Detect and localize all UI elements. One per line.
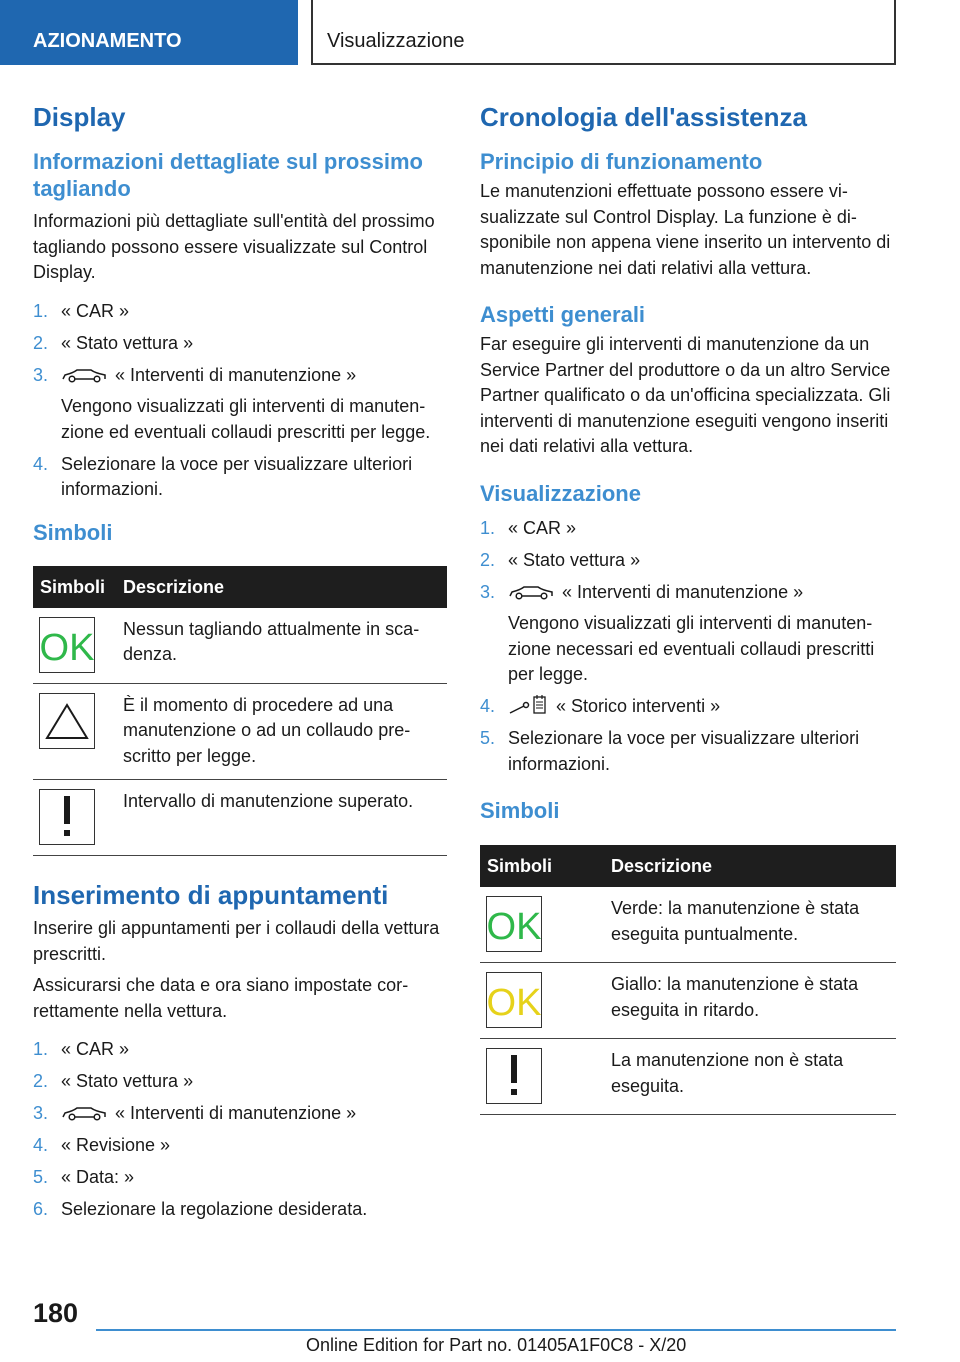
- appointments-text-1: Inserire gli appuntamenti per i collaudi della vettura prescritti.: [33, 918, 440, 964]
- edition-note: Online Edition for Part no. 01405A1F0C8 - X/20: [306, 1335, 687, 1355]
- table-row: La manutenzione non è stata eseguita.: [480, 1039, 896, 1115]
- svg-text:OK: OK: [487, 906, 541, 944]
- list-item: 5. « Data: »: [33, 1167, 135, 1187]
- table-row: Intervallo di manutenzione superato.: [33, 780, 447, 856]
- list-item: 4. Selezionare la voce per visualizzare ulteriori informazioni.: [33, 453, 413, 499]
- general-heading: Aspetti generali: [480, 302, 646, 327]
- info-steps: [33, 299, 447, 503]
- appointment-steps: [33, 1037, 447, 1223]
- car-icon: [61, 1105, 107, 1121]
- chapter-title: Visualizzazione: [311, 0, 896, 65]
- table-header-symbols: Simboli: [480, 845, 604, 887]
- warning-triangle-icon: [39, 693, 95, 749]
- ok-green-icon: [486, 896, 542, 952]
- list-item: 3. « Interventi di manutenzione » Vengono visualizzati gli interventi di manutenzione ed eventuali collaudi prescritti per legge.: [33, 364, 431, 442]
- exclamation-icon: [486, 1048, 542, 1104]
- symbols-table-right: [480, 845, 896, 1115]
- list-item: 2. « Stato vettura »: [480, 549, 641, 570]
- footer-divider: [96, 1329, 896, 1331]
- car-icon: [508, 584, 554, 600]
- principle-heading: Principio di funzionamento: [480, 149, 763, 174]
- svg-text:OK: OK: [487, 982, 541, 1020]
- service-history-icon: [508, 694, 548, 716]
- info-text: Informazioni più dettagliate sull'entità del prossimo tagliando possono essere visualizzate sul Control Display.: [33, 211, 435, 282]
- symbols-table: [33, 566, 447, 857]
- exclamation-icon: [39, 789, 95, 845]
- car-icon: [61, 367, 107, 383]
- list-item: 6. Selezionare la regolazione desiderata.: [33, 1199, 368, 1219]
- list-item: 1. « CAR »: [480, 517, 577, 538]
- svg-text:OK: OK: [40, 626, 94, 665]
- symbols-heading-right: Simboli: [480, 798, 560, 823]
- list-item: 3. « Interventi di manutenzione » Vengono visualizzati gli interventi di manutenzione necessari ed eventuali collaudi prescritti per legge.: [480, 581, 875, 684]
- list-item: 2. « Stato vettura »: [33, 1071, 194, 1091]
- section-tab: AZIONAMENTO: [0, 0, 298, 65]
- table-row: OK Verde: la manutenzione è stata eseguita puntualmente.: [480, 887, 896, 963]
- table-header-symbols: Simboli: [33, 566, 116, 608]
- table-row: OK Giallo: la manutenzione è stata eseguita in ritardo.: [480, 963, 896, 1039]
- display-title: Display: [33, 102, 126, 132]
- ok-yellow-icon: [486, 972, 542, 1028]
- list-item: 5. Selezionare la voce per visualizzare ulteriori informazioni.: [480, 728, 860, 774]
- principle-text: Le manutenzioni effettuate possono essere visualizzate sul Control Display. La funzione è disponibile non appena viene inserito un intervento di manutenzione nei dati relativi alla vettura.: [480, 181, 891, 278]
- view-steps: [480, 516, 896, 778]
- table-row: È il momento di procedere ad una manutenzione o ad un collaudo prescritto per legge.: [33, 683, 447, 780]
- appointments-title: Inserimento di appuntamenti: [33, 880, 389, 910]
- history-title: Cronologia dell'assistenza: [480, 102, 807, 132]
- table-header-description: Descrizione: [116, 566, 447, 608]
- left-column: [33, 100, 447, 1229]
- symbols-heading: Simboli: [33, 519, 113, 545]
- ok-green-icon: [39, 617, 95, 673]
- page-number: 180: [33, 1298, 79, 1328]
- table-header-description: Descrizione: [604, 845, 896, 887]
- list-item: 1. « CAR »: [33, 1039, 130, 1059]
- page-header: [0, 0, 960, 66]
- list-item: 4. « Storico interventi »: [480, 696, 721, 716]
- list-item: 1. « CAR »: [33, 300, 130, 321]
- list-item: 3. « Interventi di manutenzione »: [33, 1103, 357, 1123]
- table-row: OK Nessun tagliando attualmente in scadenza.: [33, 608, 447, 684]
- right-column: [480, 100, 896, 1115]
- view-heading: Visualizzazione: [480, 480, 641, 506]
- general-text: Far eseguire gli interventi di manutenzione da un Service Partner del produttore o da un altro Service Partner qualificato o da un'officina specializzata. Gli interventi di manutenzione eseguiti vengono inseriti nei dati relativi alla vettura.: [480, 334, 891, 456]
- info-heading: Informazioni dettagliate sul prossimo tagliando: [33, 149, 423, 201]
- appointments-text-2: Assicurarsi che data e ora siano impostate correttamente nella vettura.: [33, 975, 409, 1021]
- list-item: 2. « Stato vettura »: [33, 332, 194, 353]
- list-item: 4. « Revisione »: [33, 1135, 171, 1155]
